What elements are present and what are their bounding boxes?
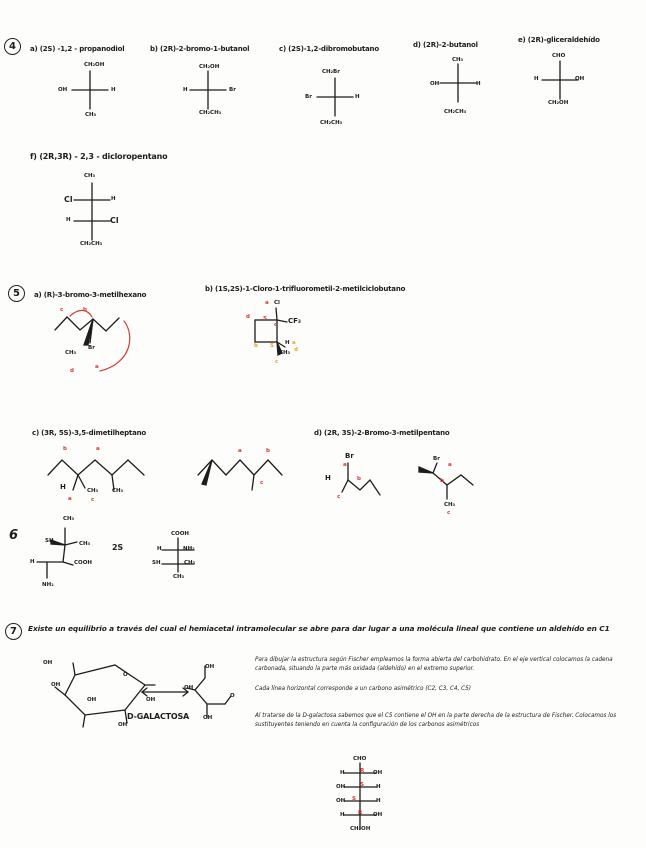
p4b-right: Br bbox=[229, 87, 236, 93]
p4e-right: OH bbox=[575, 76, 585, 82]
p5b-s1: S bbox=[263, 316, 267, 322]
p7-fischer-row1-config: R bbox=[360, 768, 365, 774]
p7-fischer-row4-left: H bbox=[340, 812, 345, 818]
p5b-skeleton bbox=[245, 300, 315, 370]
p5d-br-2: Br bbox=[433, 456, 440, 462]
p5c-title: c) (3R, 5S)-3,5-dimetilheptano bbox=[32, 429, 146, 437]
p4f-row2-right: Cl bbox=[110, 216, 119, 225]
p5b-label-d-org: d bbox=[294, 347, 298, 353]
p7-open-o: O bbox=[230, 693, 235, 699]
p7-ring-oh-3: OH bbox=[87, 697, 97, 703]
p7-fischer-row4-config: R bbox=[358, 810, 363, 816]
p5c-h: H bbox=[60, 483, 66, 491]
p5c-label-c-1: c bbox=[91, 497, 95, 503]
p5b-label-d: d bbox=[246, 314, 250, 320]
p7-ring-oh-5: OH bbox=[118, 722, 128, 728]
p5a-br: Br bbox=[88, 345, 95, 351]
p5c-label-a-1: a bbox=[96, 446, 100, 452]
problem-number-6: 6 bbox=[9, 528, 19, 543]
p7-sugar-name: D-GALACTOSA bbox=[127, 712, 190, 721]
p4d-top: CH₃ bbox=[452, 57, 464, 63]
p7-ring-skeleton bbox=[45, 655, 155, 735]
p5a-title: a) (R)-3-bromo-3-metilhexano bbox=[34, 291, 147, 299]
problem-number-7: 7 bbox=[5, 623, 22, 640]
p4b-bottom: CH₂CH₃ bbox=[199, 110, 222, 116]
p7-ring-oh-4: OH bbox=[146, 697, 156, 703]
p7-open-skeleton bbox=[185, 660, 245, 740]
p7-fischer-row2-right: H bbox=[376, 784, 381, 790]
p4f-bottom: CH₂CH₃ bbox=[80, 241, 103, 247]
p4c-top: CH₂Br bbox=[322, 69, 340, 75]
problem-number-5: 5 bbox=[8, 285, 25, 302]
p5d-label-c-1: c bbox=[337, 494, 341, 500]
p7-open-oh-2: OH bbox=[184, 685, 194, 691]
p5d-label-a-2: a bbox=[448, 462, 452, 468]
p4d-right: H bbox=[476, 81, 481, 87]
p5b-label-a: a bbox=[265, 300, 269, 306]
p4f-top: CH₃ bbox=[84, 173, 96, 179]
p4d-bottom: CH₂CH₃ bbox=[444, 109, 467, 115]
p4e-top: CHO bbox=[552, 53, 566, 59]
p6-ch3-top: CH₃ bbox=[63, 516, 75, 522]
p4b-left: H bbox=[183, 87, 188, 93]
p5b-label-c: c bbox=[274, 322, 278, 328]
p4a-bottom: CH₃ bbox=[85, 112, 97, 118]
p5a-label-a: a bbox=[95, 364, 99, 370]
p4d-title: d) (2R)-2-butanol bbox=[413, 41, 478, 49]
p6-h: H bbox=[30, 559, 35, 565]
p7-ring-oh-1: OH bbox=[43, 660, 53, 666]
p4c-right: H bbox=[355, 94, 360, 100]
p7-fischer-row1-right: OH bbox=[373, 770, 383, 776]
p6-nh2: NH₂ bbox=[42, 582, 54, 588]
p5b-cl: Cl bbox=[274, 300, 280, 306]
p6-cooh: COOH bbox=[74, 560, 92, 566]
p5b-ch3: CH₃ bbox=[279, 350, 291, 356]
p6-fischer-right1: NH₂ bbox=[183, 546, 195, 552]
p4a-title: a) (2S) -1,2 - propanodiol bbox=[30, 45, 125, 53]
p6-sh: SH bbox=[45, 538, 54, 544]
p6-fischer-left1: H bbox=[157, 546, 162, 552]
p7-fischer-row3-right: H bbox=[376, 798, 381, 804]
p5b-title: b) (1S,2S)-1-Cloro-1-trifluorometil-2-metilciclobutano bbox=[205, 285, 406, 293]
p5c-skeleton-2 bbox=[190, 440, 300, 510]
p5a-skeleton bbox=[40, 305, 170, 385]
p7-fischer-bottom: CH₂OH bbox=[350, 826, 371, 832]
p5a-ch3: CH₃ bbox=[65, 350, 77, 356]
p7-fischer-row3-left: OH bbox=[336, 798, 346, 804]
p7-fischer-row2-config: S bbox=[360, 782, 364, 788]
p5c-label-a-3: a bbox=[238, 448, 242, 454]
p7-open-oh-1: OH bbox=[205, 664, 215, 670]
p5b-label-b-org: b bbox=[254, 343, 258, 349]
p6-skeleton bbox=[25, 520, 105, 590]
p7-ring-oh-2: OH bbox=[51, 682, 61, 688]
p5d-ch3: CH₃ bbox=[444, 502, 456, 508]
p5c-label-b-1: b bbox=[63, 446, 67, 452]
p4e-title: e) (2R)-gliceraldehído bbox=[518, 36, 600, 44]
p7-fischer-row4-right: OH bbox=[373, 812, 383, 818]
p5d-h: H bbox=[325, 474, 331, 482]
p7-fischer-row1-left: H bbox=[340, 770, 345, 776]
p4e-left: H bbox=[534, 76, 539, 82]
p4b-title: b) (2R)-2-bromo-1-butanol bbox=[150, 45, 250, 53]
p5c-label-c-2: c bbox=[260, 480, 264, 486]
p6-ch3-right: CH₃ bbox=[79, 541, 91, 547]
p5b-cf3: CF₃ bbox=[288, 317, 301, 325]
p5c-skeleton-1 bbox=[40, 440, 170, 510]
p4d-left: OH bbox=[430, 81, 440, 87]
p4e-bottom: CH₂OH bbox=[548, 100, 569, 106]
p6-config: 2S bbox=[112, 543, 123, 552]
problem-number-4: 4 bbox=[4, 38, 21, 55]
p7-open-oh-3: OH bbox=[203, 715, 213, 721]
p6-fischer-right2: CH₃ bbox=[184, 560, 196, 566]
p5d-label-a-1: a bbox=[343, 462, 347, 468]
p7-equilibrium-arrow bbox=[140, 685, 190, 699]
p7-fischer-row2-left: OH bbox=[336, 784, 346, 790]
p7-para1: Para dibujar la estructura según Fischer empleamos la forma abierta del carbohidrato. En el eje vertical colocamos la cadena carbonada, situando la parte más oxidada (aldehído) en el extremo superior. bbox=[255, 657, 613, 672]
p5c-label-a-2: a bbox=[68, 496, 72, 502]
p4b-top: CH₂OH bbox=[199, 64, 220, 70]
p5a-label-c: c bbox=[60, 307, 64, 313]
p5d-label-b-1: b bbox=[357, 476, 361, 482]
p6-fischer-top: COOH bbox=[171, 531, 189, 537]
p6-fischer-bottom: CH₃ bbox=[173, 574, 185, 580]
p7-ring-o: O bbox=[123, 672, 128, 678]
p5a-label-b: b bbox=[83, 307, 87, 313]
p7-fischer-row3-config: S bbox=[352, 796, 356, 802]
p7-para2: Cada línea horizontal corresponde a un carbono asimétrico (C2, C3, C4, C5) bbox=[255, 686, 471, 692]
p4f-row1-right: H bbox=[111, 196, 116, 202]
p5c-ch3-b: CH₃ bbox=[112, 488, 124, 494]
p5c-ch3-a: CH₃ bbox=[87, 488, 99, 494]
p5b-h: H bbox=[285, 340, 290, 346]
p4a-left: OH bbox=[58, 87, 68, 93]
p4c-bottom: CH₂CH₃ bbox=[320, 120, 343, 126]
p4f-row1-left: Cl bbox=[64, 195, 73, 204]
p5d-br: Br bbox=[345, 452, 354, 460]
p5b-label-a-org: a bbox=[292, 340, 296, 346]
p7-fischer-top: CHO bbox=[353, 756, 367, 762]
p4a-right: H bbox=[111, 87, 116, 93]
p7-intro: Existe un equilibrio a través del cual el hemiacetal intramolecular se abre para dar lugar a una molécula lineal que contiene un aldehído en C1 bbox=[28, 624, 610, 633]
p5c-label-b-2: b bbox=[266, 448, 270, 454]
p5b-s2: S bbox=[270, 343, 274, 349]
p5b-label-c-org: c bbox=[275, 359, 279, 365]
p5d-label-b-2: b bbox=[440, 478, 444, 484]
p4a-top: CH₂OH bbox=[84, 62, 105, 68]
p4f-title: f) (2R,3R) - 2,3 - dicloropentano bbox=[30, 152, 168, 161]
p4f-row2-left: H bbox=[66, 217, 71, 223]
p4c-title: c) (2S)-1,2-dibromobutano bbox=[279, 45, 379, 53]
p7-para3: Al tratarse de la D-galactosa sabemos que el C5 contiene el OH en la parte derecha de la estructura de Fischer. Colocamos los sustituyentes teniendo en cuenta la configuración de los carbonos asimétricos bbox=[255, 713, 617, 728]
p6-fischer-left2: SH bbox=[152, 560, 161, 566]
p5d-label-c-2: c bbox=[447, 510, 451, 516]
p4c-left: Br bbox=[305, 94, 312, 100]
p5d-title: d) (2R, 3S)-2-Bromo-3-metilpentano bbox=[314, 429, 450, 437]
p5a-label-d: d bbox=[70, 368, 74, 374]
